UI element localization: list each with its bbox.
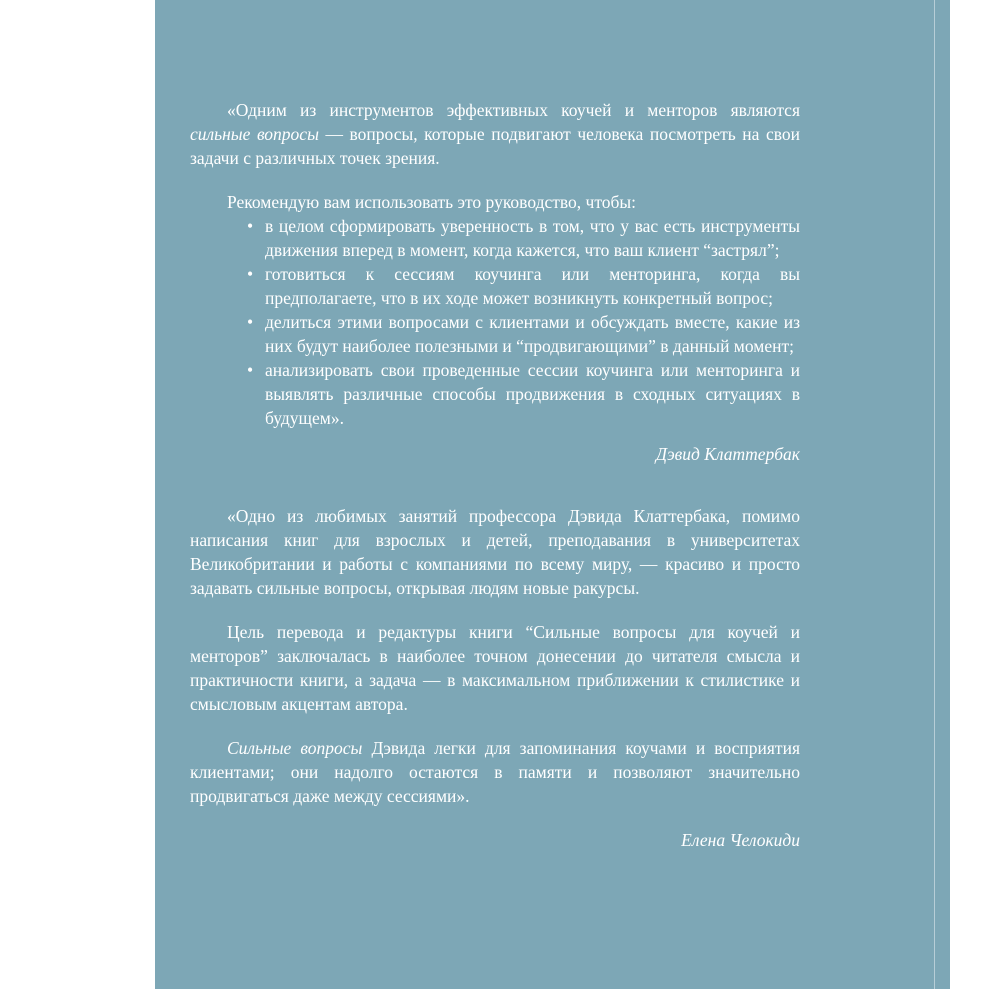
cover-text-block <box>190 98 800 852</box>
bullet-item <box>190 214 800 262</box>
quote-paragraph-intro <box>190 98 800 170</box>
note-paragraph-3 <box>190 736 800 808</box>
page-crease-line <box>934 0 935 989</box>
bullet-text: делиться этими вопросами с клиентами и обсуждать вместе, какие из них будут наиболее полезными и “продвигающими” в данный момент; <box>265 312 800 356</box>
bullet-text: анализировать свои проведенные сессии коучинга или менторинга и выявлять различные способы продвижения в сходных ситуациях в будущем». <box>265 360 800 428</box>
note-text: Дэвида легки для запоминания коучами и восприятия клиентами; они надолго остаются в памяти и позволяют значительно продвигаться даже между сессиями». <box>190 738 800 806</box>
bullet-text: в целом сформировать уверенность в том, что у вас есть инструменты движения вперед в момент, когда кажется, что ваш клиент “застрял”; <box>265 216 800 260</box>
bullet-list <box>190 214 800 430</box>
bullet-item <box>190 262 800 310</box>
clutterbuck-quote-section <box>190 98 800 466</box>
bullet-item <box>190 358 800 430</box>
bullet-icon: • <box>247 216 254 236</box>
signature-author: Дэвид Клаттербак <box>655 444 800 464</box>
translator-note-section <box>190 504 800 852</box>
bullet-item <box>190 310 800 358</box>
bullet-icon: • <box>247 360 254 380</box>
note-paragraph-1: «Одно из любимых занятий профессора Дэвида Клаттербака, помимо написания книг для взрослых и детей, преподавания в университетах Великобритании и работы с компаниями по всему миру, — красиво и просто задавать сильные вопросы, открывая людям новые ракурсы. <box>190 506 800 598</box>
note-text-italic: Сильные вопросы <box>227 738 363 758</box>
quote-text: «Одним из инструментов эффективных коучей и менторов являются <box>227 100 800 120</box>
book-back-cover <box>155 0 950 989</box>
quote-paragraph-lead-in: Рекомендую вам использовать это руководство, чтобы: <box>227 192 637 212</box>
bullet-icon: • <box>247 312 254 332</box>
bullet-text: готовиться к сессиям коучинга или менторинга, когда вы предполагаете, что в их ходе может возникнуть конкретный вопрос; <box>265 264 800 308</box>
quote-text-italic: сильные вопросы <box>190 124 319 144</box>
quote-text: — вопросы, которые подвигают человека посмотреть на свои задачи с различных точек зрения. <box>190 124 800 168</box>
bullet-icon: • <box>247 264 254 284</box>
note-paragraph-2: Цель перевода и редактуры книги “Сильные вопросы для коучей и менторов” заключалась в наиболее точном донесении до читателя смысла и практичности книги, а задача — в максимальном приближении к стилистике и смысловым акцентам автора. <box>190 622 800 714</box>
signature-editor: Елена Челокиди <box>681 830 800 850</box>
